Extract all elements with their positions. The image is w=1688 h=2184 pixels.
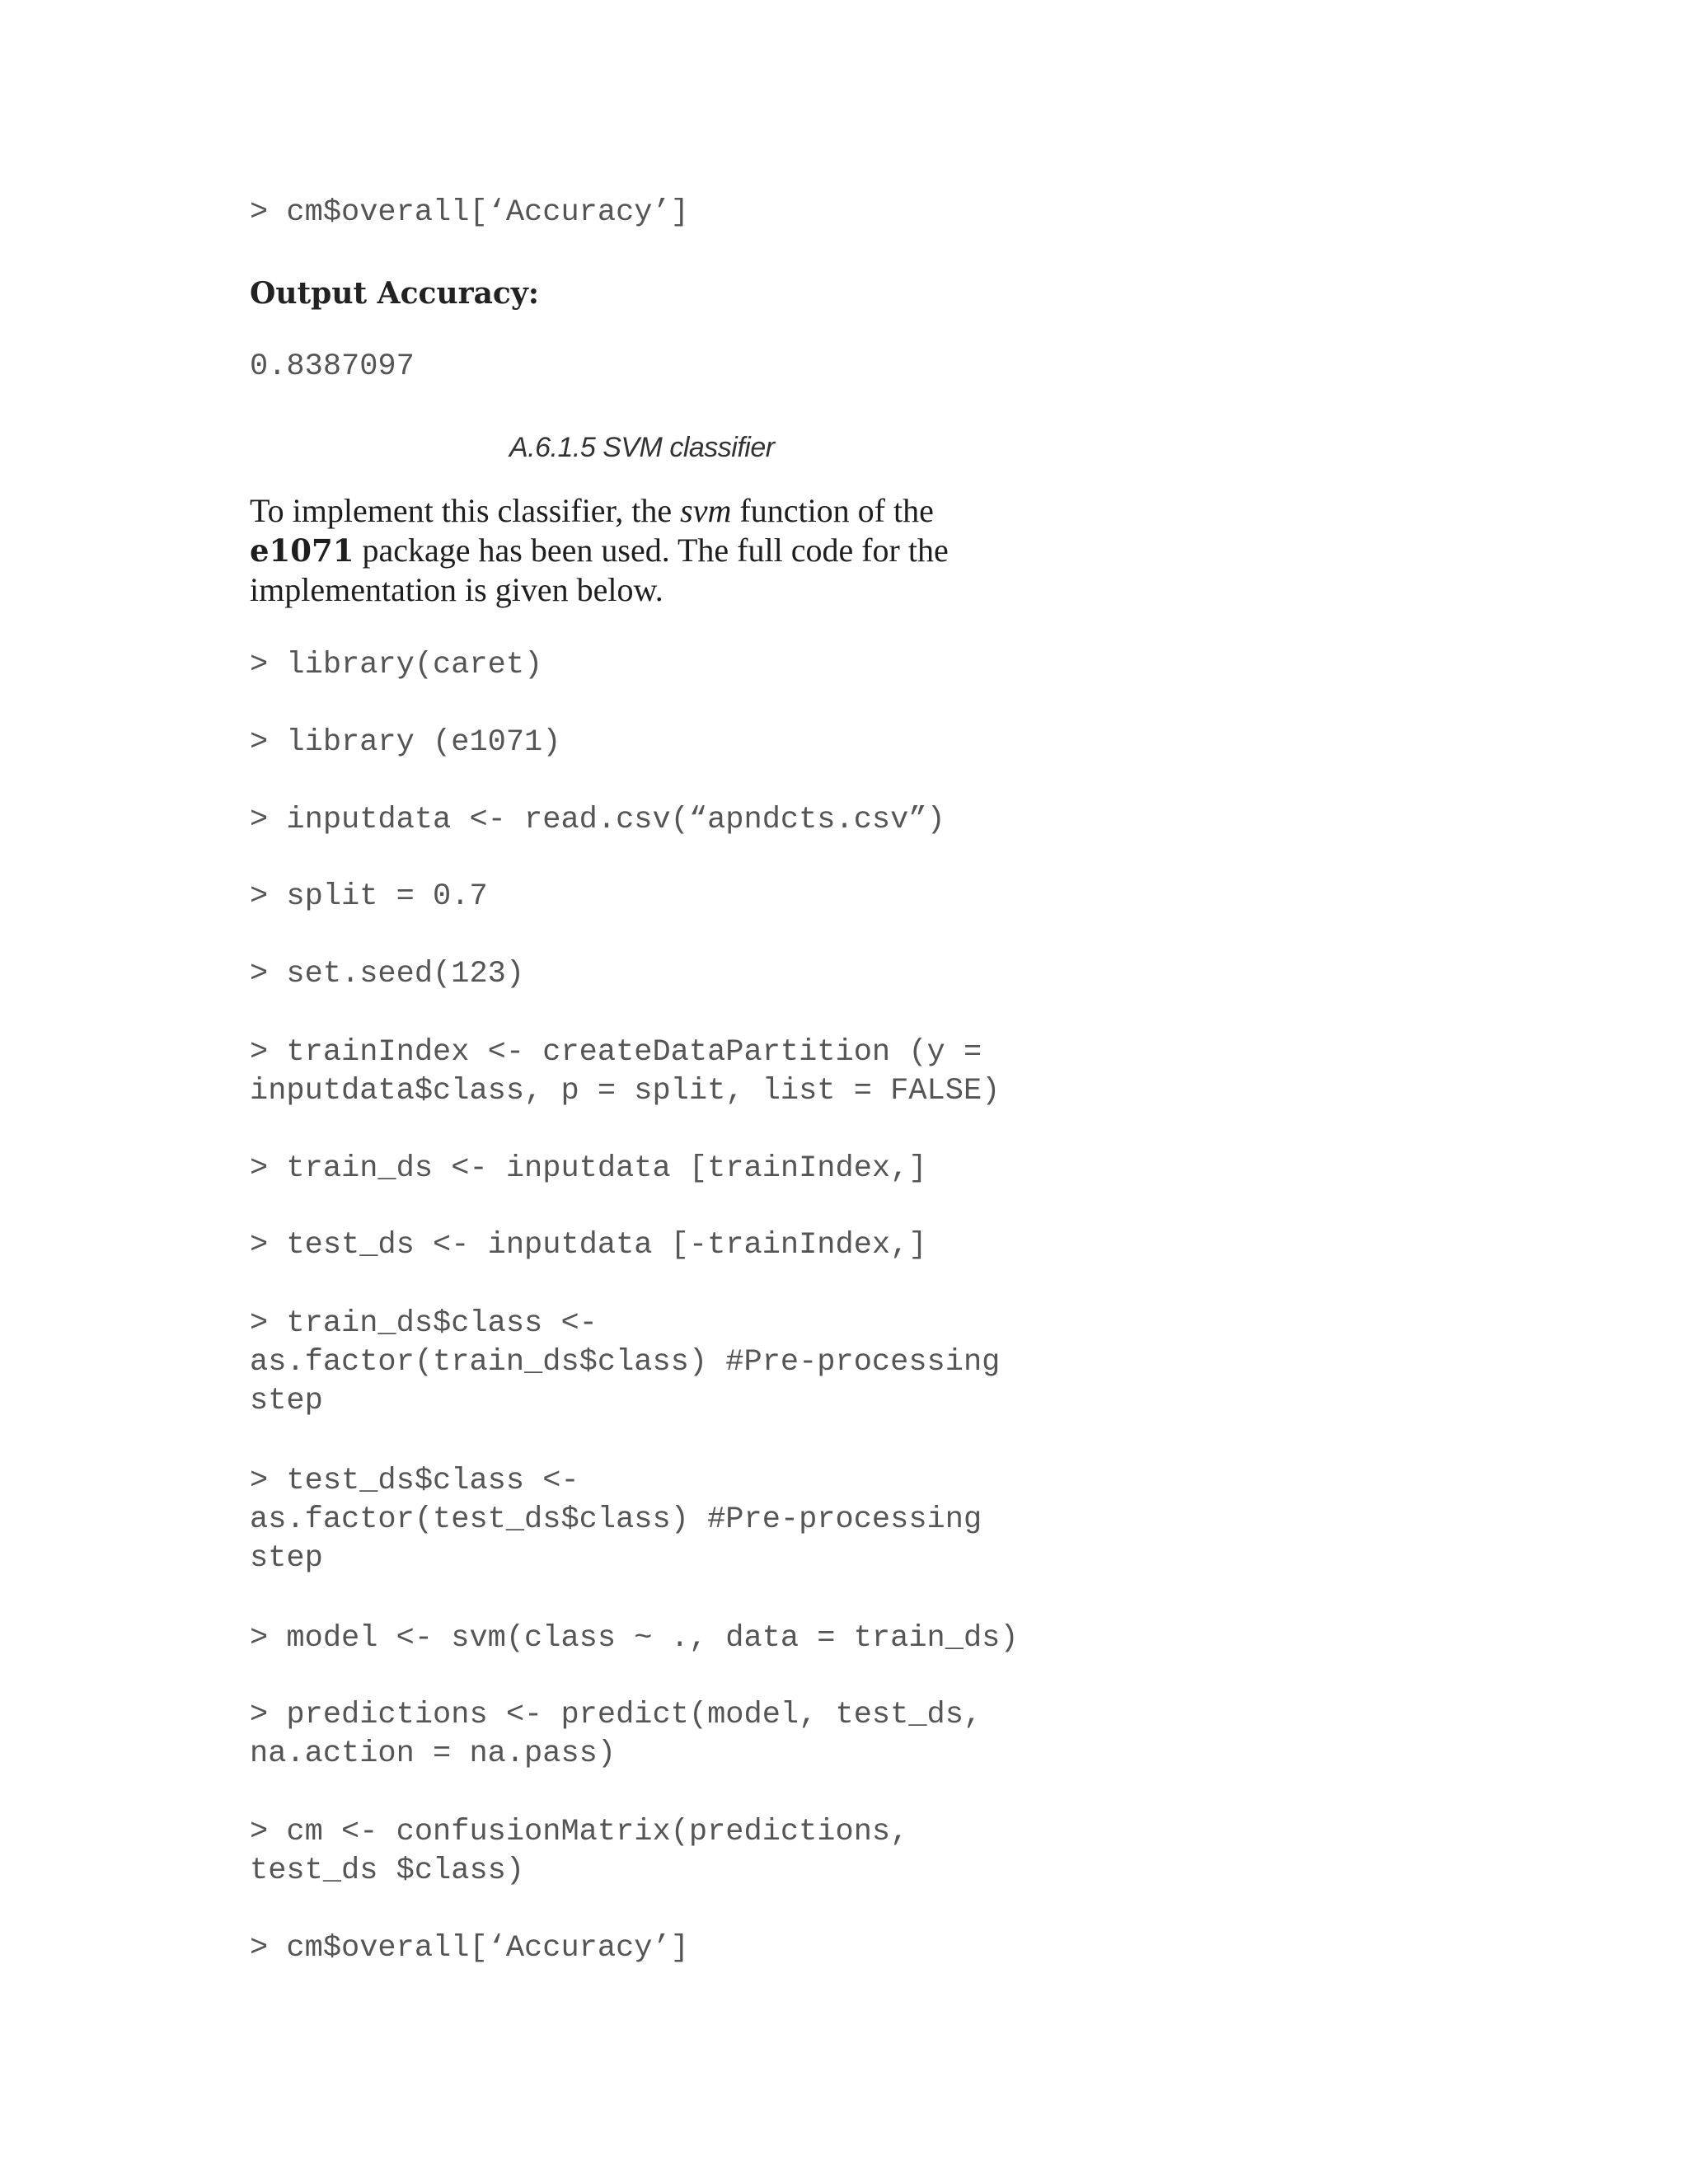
- code-line-top-accuracy: > cm$overall[‘Accuracy’]: [250, 195, 689, 230]
- code-block: > library(caret): [250, 648, 543, 682]
- code-block: > cm <- confusionMatrix(predictions, test_ds $class): [250, 1815, 909, 1888]
- code-block: > model <- svm(class ~ ., data = train_ds): [250, 1621, 1019, 1656]
- intro-line-3: implementation is given below.: [250, 571, 663, 608]
- code-block: > test_ds$class <- as.factor(test_ds$class) #Pre-processing step: [250, 1464, 982, 1576]
- code-block: > cm$overall[‘Accuracy’]: [250, 1931, 689, 1966]
- code-block: > library (e1071): [250, 725, 561, 760]
- code-block: > trainIndex <- createDataPartition (y = inputdata$class, p = split, list = FALSE): [250, 1035, 1001, 1108]
- code-block: > train_ds$class <- as.factor(train_ds$class) #Pre-processing step: [250, 1306, 1001, 1418]
- output-accuracy-heading: Output Accuracy:: [250, 276, 540, 311]
- intro-line-1: To implement this classifier, the svm function of the: [250, 492, 934, 529]
- code-block: > split = 0.7: [250, 879, 488, 914]
- code-block: > train_ds <- inputdata [trainIndex,]: [250, 1151, 927, 1186]
- intro-line-2: e1071 package has been used. The full code for the: [250, 532, 949, 569]
- intro-paragraph: [250, 491, 1074, 610]
- svm-function-name: svm: [680, 492, 732, 529]
- code-block: > inputdata <- read.csv(“apndcts.csv”): [250, 803, 945, 837]
- code-block: > set.seed(123): [250, 957, 525, 991]
- package-name: e1071: [250, 532, 354, 569]
- section-caption: A.6.1.5 SVM classifier: [509, 432, 775, 463]
- code-block: > test_ds <- inputdata [-trainIndex,]: [250, 1228, 927, 1263]
- output-accuracy-value: 0.8387097: [250, 349, 415, 384]
- code-block: > predictions <- predict(model, test_ds, na.action = na.pass): [250, 1698, 982, 1771]
